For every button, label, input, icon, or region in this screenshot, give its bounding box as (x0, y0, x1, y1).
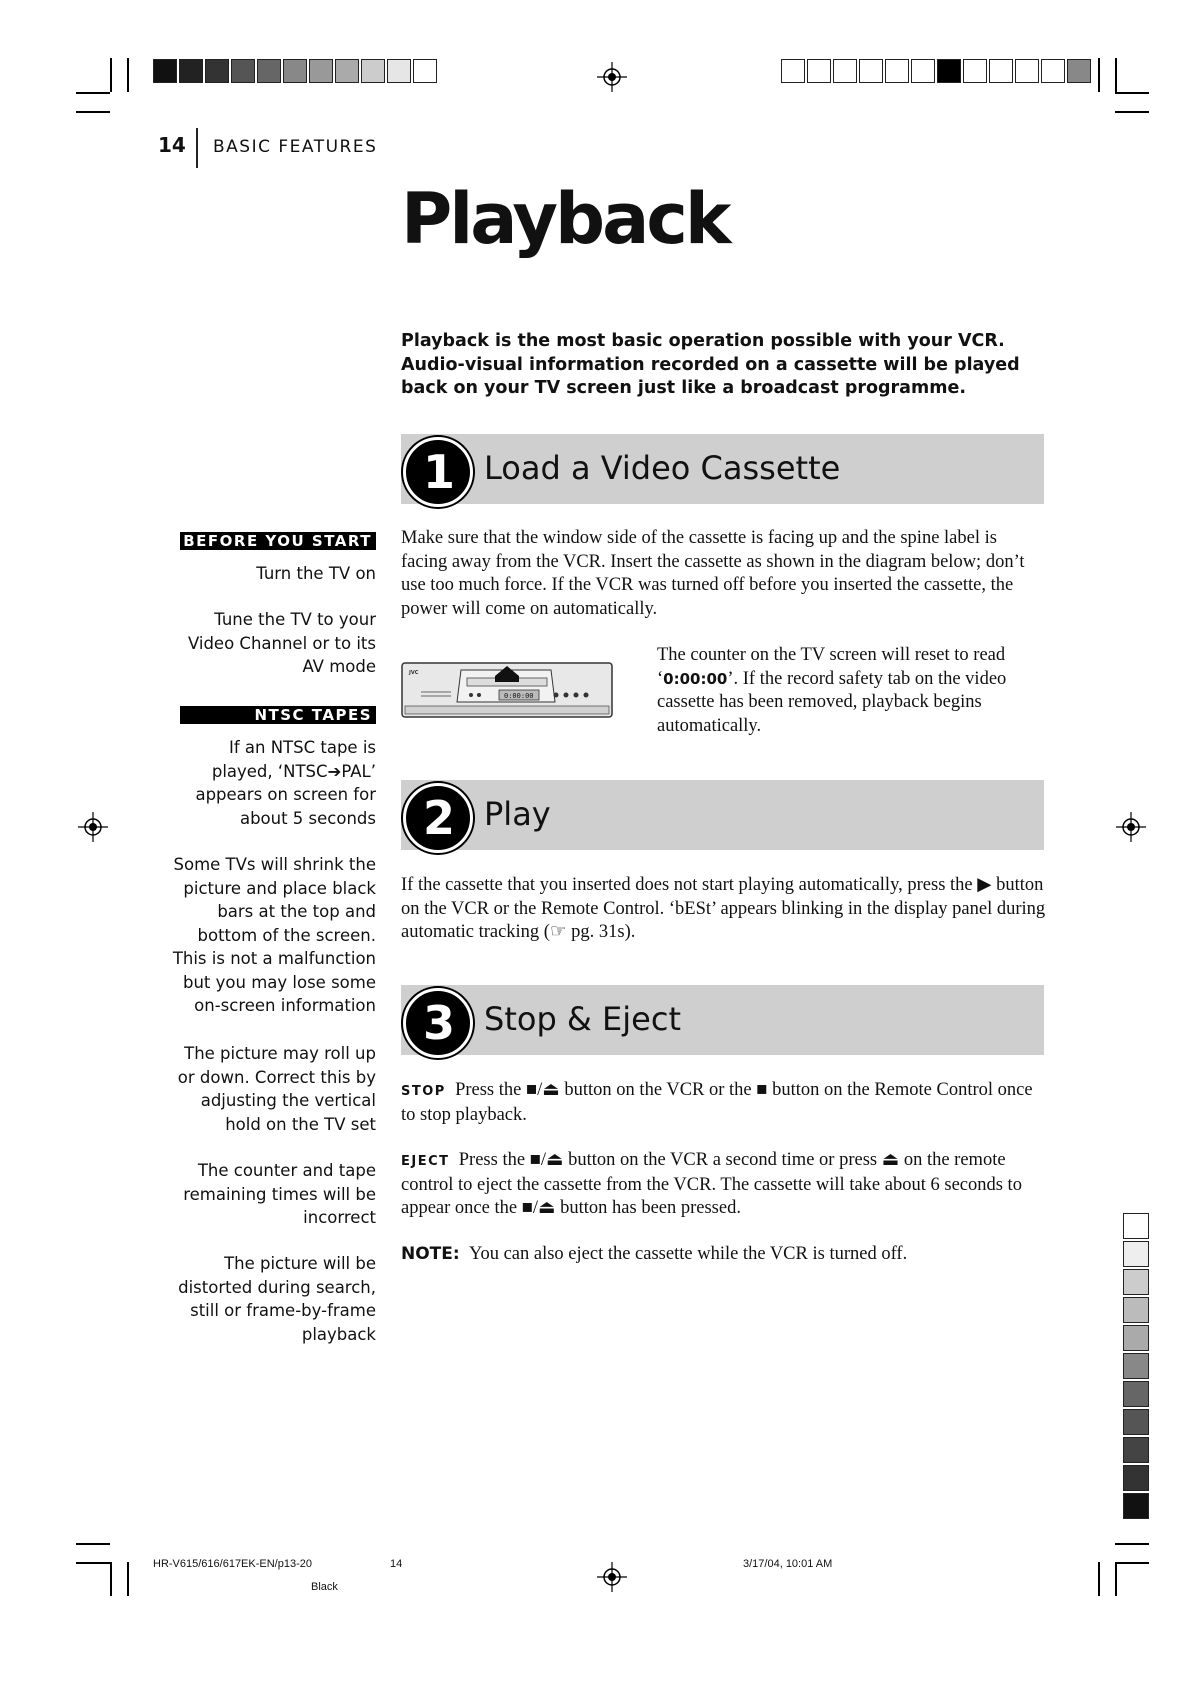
step-1-text: Make sure that the window side of the cassette is facing up and the spine label is facing away from the VCR. Insert the cassette as shown in the diagram below; don’t use too much force. If the VCR was turned off before you inserted the cassette, the power will come on automatically. (401, 528, 1025, 619)
step-1-title: Load a Video Cassette (484, 449, 841, 487)
play-text-start: If the cassette that you inserted does not start playing automatically, press the (401, 875, 978, 895)
sidebar-note: Turn the TV on (256, 564, 376, 583)
registration-mark-icon (78, 812, 108, 842)
before-you-start-heading: BEFORE YOU START (180, 532, 376, 550)
eject-text-a: Press the (458, 1150, 530, 1170)
step-3-title: Stop & Eject (484, 1000, 681, 1038)
sidebar-note: Tune the TV to your Video Channel or to its AV mode (187, 610, 376, 676)
play-text-end: ). (624, 922, 636, 942)
step-1-number: 1 (403, 437, 473, 507)
eject-text-c: on the remote control to eject the cassette from the VCR. The cassette will take about 6 seconds to appear once the (401, 1150, 1022, 1218)
page-number: 14 (158, 133, 186, 157)
note-label: NOTE: (401, 1244, 460, 1264)
sidebar-note: The picture may roll up or down. Correct this by adjusting the vertical hold on the TV set (177, 1044, 376, 1134)
note-text: You can also eject the cassette while the VCR is turned off. (468, 1244, 908, 1264)
eject-instructions (401, 1149, 1046, 1221)
eject-icon: ⏏ (881, 1150, 900, 1170)
registration-mark-icon (1116, 812, 1146, 842)
grayscale-bar-top-right (781, 59, 1093, 83)
grayscale-bar-top-left (153, 59, 439, 83)
stop-text-a: Press the (455, 1080, 526, 1100)
footer-date: 3/17/04, 10:01 AM (743, 1558, 833, 1570)
footer-plate: Black (311, 1581, 338, 1593)
stop-instructions (401, 1079, 1046, 1127)
step-2-text (401, 874, 1046, 945)
stop-eject-icon: ■/⏏ (521, 1198, 556, 1218)
ntsc-tapes-heading: NTSC TAPES (180, 706, 376, 724)
sidebar-note: Some TVs will shrink the picture and place black bars at the top and bottom of the screen. This is not a malfunction but you may lose some on-screen information (172, 855, 376, 1015)
footer-page: 14 (390, 1558, 403, 1570)
page-title: Playback (401, 178, 729, 260)
play-text-middle: button on the VCR or the Remote Control. ‘bESt’ appears blinking in the display panel during automatic tracking ( (401, 875, 1046, 942)
step-2-title: Play (484, 795, 551, 833)
vcr-brand-label: JVC (409, 670, 419, 676)
counter-text-start: The counter on the TV screen will reset to read ‘ (657, 645, 1006, 689)
intro-paragraph: Playback is the most basic operation possible with your VCR. Audio-visual information recorded on a cassette will be played back on your TV screen just like a broadcast programme. (401, 331, 1020, 398)
eject-label: EJECT (401, 1154, 450, 1169)
note (401, 1243, 1046, 1267)
sidebar-note: The picture will be distorted during search, still or frame-by-frame playback (178, 1254, 376, 1344)
stop-icon: ■ (756, 1080, 768, 1100)
eject-text-d: button has been pressed. (555, 1198, 741, 1218)
vcr-illustration (401, 662, 613, 718)
registration-mark-icon (597, 62, 627, 92)
footer-file: HR-V615/616/617EK-EN/p13-20 (153, 1558, 312, 1570)
stop-eject-icon: ■/⏏ (529, 1150, 564, 1170)
stop-label: STOP (401, 1084, 446, 1099)
step-2-number: 2 (403, 783, 473, 853)
grayscale-bar-right (1123, 1213, 1149, 1521)
counter-value: 0:00:00 (663, 669, 728, 688)
header-divider (196, 128, 198, 168)
stop-eject-icon: ■/⏏ (525, 1080, 560, 1100)
page-reference: ☞ pg. 31s (549, 922, 625, 942)
section-title: BASIC FEATURES (213, 137, 378, 157)
eject-text-b: button on the VCR a second time or press (563, 1150, 882, 1170)
play-icon: ▶ (977, 875, 992, 895)
stop-text-c: button on the Remote Control once to stop playback. (401, 1080, 1033, 1125)
counter-text-end: ’. If the record safety tab on the video cassette has been removed, playback begins automatically. (657, 668, 1007, 736)
sidebar-note: The counter and tape remaining times will be incorrect (183, 1161, 376, 1227)
vcr-display-readout: 0:00:00 (504, 692, 534, 700)
stop-text-b: button on the VCR or the (559, 1080, 757, 1100)
sidebar-note: If an NTSC tape is played, ‘NTSC➔PAL’ appears on screen for about 5 seconds (195, 738, 376, 828)
registration-mark-icon (597, 1562, 627, 1592)
step-3-number: 3 (403, 988, 473, 1058)
counter-reset-text (657, 644, 1049, 738)
